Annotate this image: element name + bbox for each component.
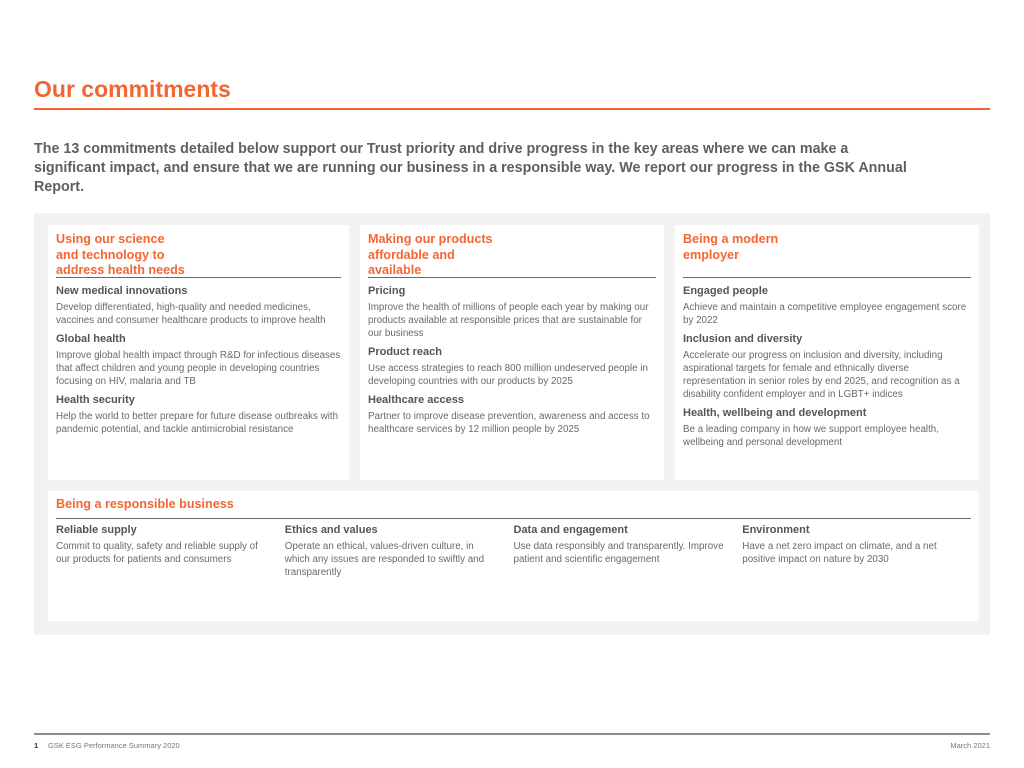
card-modern-employer (675, 225, 979, 480)
commitment-title: Healthcare access (368, 394, 465, 406)
commitment-item (368, 285, 656, 340)
card-affordable-available (360, 225, 664, 480)
commitment-title: Data and engagement (513, 523, 628, 536)
footer-divider (34, 733, 990, 735)
commitment-title: Inclusion and diversity (683, 333, 803, 345)
commitment-title: Reliable supply (56, 523, 137, 536)
commitment-item (56, 394, 341, 436)
commitment-title: Health security (56, 394, 135, 406)
commitment-text: Be a leading company in how we support employee health, wellbeing and personal development (683, 424, 939, 448)
commitment-item (56, 285, 341, 327)
commitment-text: Partner to improve disease prevention, awareness and access to healthcare services by 12 million people by 2025 (368, 411, 650, 435)
commitment-item (683, 285, 971, 327)
card-science-technology (48, 225, 349, 480)
page-number: 1 (34, 741, 39, 750)
commitment-title: Ethics and values (284, 523, 378, 536)
commitment-text: Improve global health impact through R&D for infectious diseases that affect children and young people in developing countries focusing on HIV, malaria and TB (56, 350, 341, 387)
commitment-text: Commit to quality, safety and reliable supply of our products for patients and consumers (56, 540, 258, 565)
commitment-item (514, 524, 743, 585)
commitment-text: Develop differentiated, high-quality and needed medicines, vaccines and consumer healthcare products to improve health (56, 302, 326, 326)
commitment-item (56, 524, 285, 585)
intro-paragraph: The 13 commitments detailed below support our Trust priority and drive progress in the key areas where we can make a significant impact, and ensure that we are running our business in a responsible way. We report our progress in the GSK Annual Report. (34, 141, 907, 195)
card-heading: Using our science and technology to address health needs (56, 232, 185, 277)
commitment-title: Pricing (368, 285, 406, 297)
card-heading: Making our products affordable and available (368, 232, 493, 277)
commitment-title: Environment (742, 523, 810, 536)
commitment-text: Operate an ethical, values-driven culture, in which any issues are responded to swiftly and transparently (284, 540, 485, 578)
commitment-title: Engaged people (683, 285, 768, 297)
commitment-text: Achieve and maintain a competitive employee engagement score by 2022 (683, 302, 967, 326)
card-heading: Being a modern employer (683, 232, 779, 262)
commitment-text: Help the world to better prepare for future disease outbreaks with pandemic potential, and tackle antimicrobial resistance (56, 411, 339, 435)
commitment-title: New medical innovations (56, 285, 188, 297)
commitment-title: Product reach (368, 346, 442, 358)
page-title: Our commitments (34, 76, 231, 102)
document-title: GSK ESG Performance Summary 2020 (48, 741, 180, 750)
card-divider (683, 277, 971, 278)
commitment-text: Use data responsibly and transparently. Improve patient and scientific engagement (513, 540, 724, 565)
publication-date: March 2021 (950, 741, 990, 750)
commitment-item (742, 524, 971, 585)
commitment-title: Health, wellbeing and development (683, 407, 867, 419)
commitment-item (683, 333, 971, 401)
title-divider (34, 108, 990, 110)
commitment-item (56, 333, 341, 388)
commitment-item (285, 524, 514, 585)
commitment-columns (56, 524, 971, 585)
commitment-item (683, 407, 971, 449)
commitment-text: Have a net zero impact on climate, and a net positive impact on nature by 2030 (742, 540, 937, 565)
commitment-item (368, 394, 656, 436)
commitment-item (368, 346, 656, 388)
commitment-text: Use access strategies to reach 800 million undeserved people in developing countries with our products by 2025 (368, 363, 648, 387)
card-heading: Being a responsible business (56, 497, 234, 511)
commitment-text: Accelerate our progress on inclusion and diversity, including aspirational targets for female and ethnically diverse representation in senior roles by end 2025, and recognition as a disability confident employer and in LGBT+ indices (683, 350, 960, 400)
card-divider (56, 518, 971, 519)
commitment-title: Global health (56, 333, 126, 345)
card-responsible-business (48, 491, 979, 621)
commitment-text: Improve the health of millions of people each year by making our products available at responsible prices that are sustainable for our business (368, 302, 649, 339)
